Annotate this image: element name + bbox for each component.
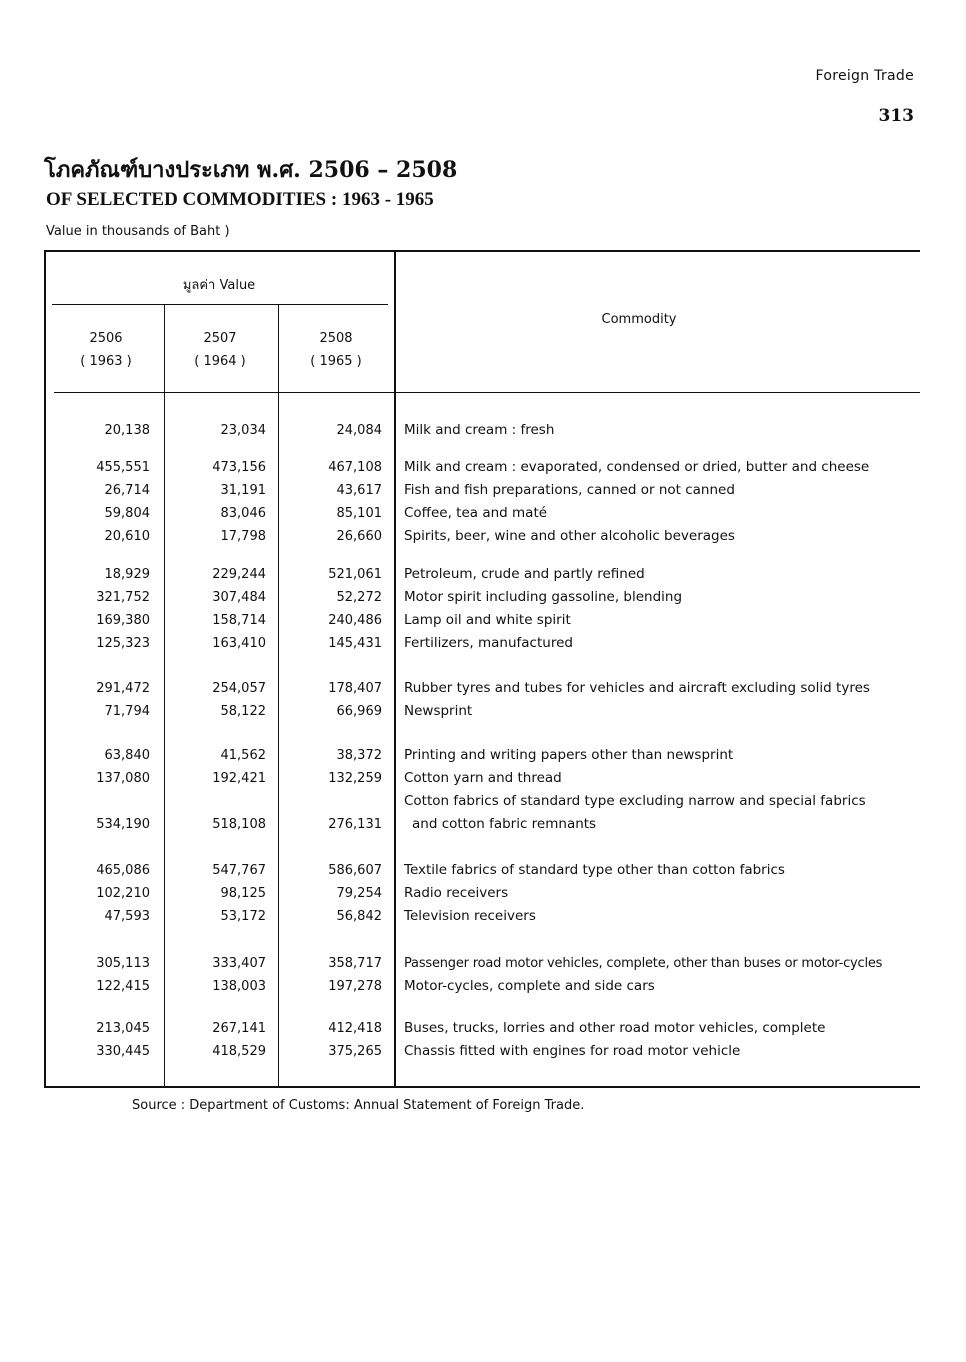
value-2506: 169,380 [96,613,150,628]
year-ce-1: ( 1963 ) [80,354,132,369]
value-2508: 66,969 [336,704,382,719]
commodity-name: Milk and cream : evaporated, condensed or dried, butter and cheese [404,459,870,475]
table-row [44,677,920,700]
table-row [44,479,920,502]
year-be-2: 2507 [203,331,237,346]
commodity-name: Fertilizers, manufactured [404,635,573,651]
commodity-name: Milk and cream : fresh [404,422,555,438]
value-2507: 547,767 [212,863,266,878]
value-2506: 465,086 [96,863,150,878]
value-2508: 52,272 [336,590,382,605]
value-2508: 197,278 [328,979,382,994]
table-row [44,905,920,928]
value-2506: 59,804 [104,506,150,521]
value-2506: 122,415 [96,979,150,994]
running-header: Foreign Trade [815,68,914,84]
table-row [44,632,920,655]
value-2508: 412,418 [328,1021,382,1036]
value-2506: 71,794 [104,704,150,719]
value-2508: 375,265 [328,1044,382,1059]
commodity-name: Motor-cycles, complete and side cars [404,978,655,994]
year-be-1: 2506 [89,331,123,346]
commodity-name: Coffee, tea and maté [404,505,548,521]
value-2507: 267,141 [212,1021,266,1036]
value-2508: 56,842 [336,909,382,924]
value-2507: 518,108 [212,817,266,832]
value-2508: 467,108 [328,460,382,475]
commodity-name-line1: Cotton fabrics of standard type excluding narrow and special fabrics [404,793,866,809]
commodity-name: Radio receivers [404,885,509,901]
value-2506: 18,929 [104,567,150,582]
value-2506: 330,445 [96,1044,150,1059]
table-row [44,586,920,609]
value-header-rule [52,304,388,305]
unit-note: Value in thousands of Baht ) [46,224,230,239]
title-english: OF SELECTED COMMODITIES : 1963 - 1965 [46,189,434,210]
value-2508: 145,431 [328,636,382,651]
commodity-name: Printing and writing papers other than newsprint [404,747,734,763]
table-row [44,1017,920,1040]
table-row [44,767,920,790]
value-2507: 254,057 [212,681,266,696]
value-2508: 24,084 [336,423,382,438]
value-header: มูลค่า Value [182,278,256,293]
value-2507: 58,122 [220,704,266,719]
value-2507: 98,125 [220,886,266,901]
value-2506: 102,210 [96,886,150,901]
table-row [44,563,920,586]
table-row [44,525,920,548]
table-row [44,700,920,723]
table-row [44,502,920,525]
year-ce-3: ( 1965 ) [310,354,362,369]
value-2507: 473,156 [212,460,266,475]
value-2508: 276,131 [328,817,382,832]
commodity-name: Textile fabrics of standard type other than cotton fabrics [404,862,785,878]
value-2507: 31,191 [220,483,266,498]
value-2507: 192,421 [212,771,266,786]
table-row [44,744,920,767]
table-row [44,456,920,479]
commodity-name: Motor spirit including gassoline, blending [404,589,683,605]
value-2507: 53,172 [220,909,266,924]
table-top-rule [44,250,920,252]
commodity-name: Lamp oil and white spirit [404,612,571,628]
commodity-table [44,250,920,1088]
commodity-name: Rubber tyres and tubes for vehicles and aircraft excluding solid tyres [404,680,870,696]
table-row [44,952,920,975]
value-2506: 47,593 [104,909,150,924]
value-2508: 178,407 [328,681,382,696]
value-2507: 229,244 [212,567,266,582]
value-2507: 333,407 [212,956,266,971]
value-2506: 20,610 [104,529,150,544]
value-2506: 291,472 [96,681,150,696]
table-row [44,882,920,905]
table-row [44,609,920,632]
value-2508: 240,486 [328,613,382,628]
value-2508: 85,101 [336,506,382,521]
table-row [44,975,920,998]
year-be-3: 2508 [319,331,353,346]
value-2507: 23,034 [220,423,266,438]
value-2508: 358,717 [328,956,382,971]
value-2506: 137,080 [96,771,150,786]
value-2507: 41,562 [220,748,266,763]
title-thai: โภคภัณฑ์บางประเภท พ.ศ. 2506 – 2508 [44,157,458,183]
value-2506: 305,113 [96,956,150,971]
value-2506: 213,045 [96,1021,150,1036]
commodity-name: Fish and fish preparations, canned or not canned [404,482,735,498]
table-bottom-rule [44,1086,920,1088]
commodity-name: Television receivers [404,908,536,924]
value-2506: 63,840 [104,748,150,763]
value-2506: 321,752 [96,590,150,605]
commodity-name: Petroleum, crude and partly refined [404,566,645,582]
value-2508: 38,372 [336,748,382,763]
value-2507: 418,529 [212,1044,266,1059]
value-2506: 534,190 [96,817,150,832]
table-row [44,419,920,442]
value-2506: 20,138 [104,423,150,438]
value-2507: 138,003 [212,979,266,994]
value-2508: 586,607 [328,863,382,878]
value-2506: 125,323 [96,636,150,651]
header-bottom-rule [54,392,920,393]
value-2506: 26,714 [104,483,150,498]
table-row [44,859,920,882]
value-2508: 26,660 [336,529,382,544]
table-row [44,1040,920,1063]
value-2507: 83,046 [220,506,266,521]
value-2508: 79,254 [336,886,382,901]
value-2507: 158,714 [212,613,266,628]
commodity-header: Commodity [601,312,677,327]
commodity-name: Buses, trucks, lorries and other road motor vehicles, complete [404,1020,826,1036]
commodity-name: Spirits, beer, wine and other alcoholic beverages [404,528,735,544]
commodity-name: Passenger road motor vehicles, complete, other than buses or motor-cycles [404,956,883,971]
value-2506: 455,551 [96,460,150,475]
commodity-name: and cotton fabric remnants [412,816,597,832]
value-2508: 43,617 [336,483,382,498]
source-note: Source : Department of Customs: Annual Statement of Foreign Trade. [132,1098,585,1113]
value-2507: 17,798 [220,529,266,544]
value-2507: 307,484 [212,590,266,605]
value-2508: 521,061 [328,567,382,582]
value-2507: 163,410 [212,636,266,651]
page-number: 313 [878,106,914,126]
commodity-name: Cotton yarn and thread [404,770,562,786]
table-row [44,813,920,836]
commodity-name: Newsprint [404,703,473,719]
value-2508: 132,259 [328,771,382,786]
year-ce-2: ( 1964 ) [194,354,246,369]
commodity-name: Chassis fitted with engines for road motor vehicle [404,1043,741,1059]
